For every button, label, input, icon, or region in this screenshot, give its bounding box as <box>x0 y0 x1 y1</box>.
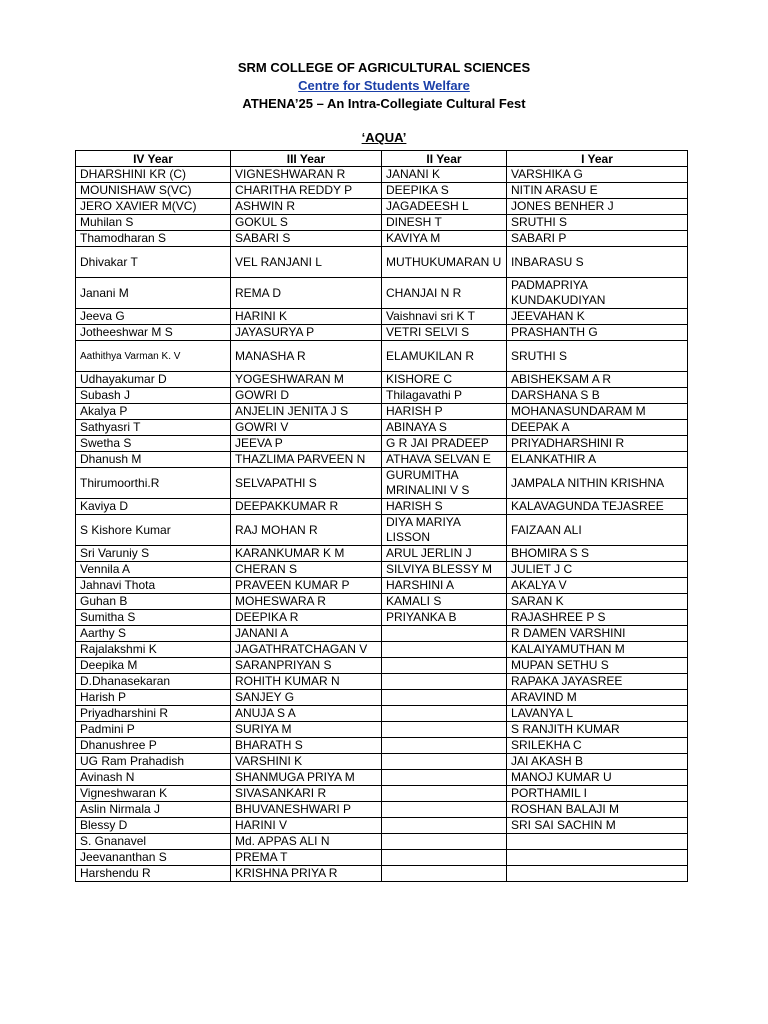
table-cell: HARISH P <box>382 404 507 420</box>
table-cell: R DAMEN VARSHINI <box>507 626 688 642</box>
table-cell: YOGESHWARAN M <box>231 372 382 388</box>
table-cell: MANOJ KUMAR U <box>507 770 688 786</box>
table-cell: CHARITHA REDDY P <box>231 183 382 199</box>
table-cell: KRISHNA PRIYA R <box>231 866 382 882</box>
table-cell: SILVIYA BLESSY M <box>382 562 507 578</box>
table-cell <box>382 738 507 754</box>
table-cell: LAVANYA L <box>507 706 688 722</box>
table-cell: DEEPAKKUMAR R <box>231 499 382 515</box>
table-cell: Deepika M <box>76 658 231 674</box>
table-cell: Aarthy S <box>76 626 231 642</box>
table-cell: SRUTHI S <box>507 341 688 372</box>
table-row <box>76 199 688 215</box>
table-cell: ARUL JERLIN J <box>382 546 507 562</box>
table-row <box>76 215 688 231</box>
table-cell: CHERAN S <box>231 562 382 578</box>
fest-title: ATHENA’25 – An Intra-Collegiate Cultural Fest <box>242 96 526 111</box>
table-cell: SRI SAI SACHIN M <box>507 818 688 834</box>
table-row <box>76 436 688 452</box>
table-cell: JULIET J C <box>507 562 688 578</box>
table-row <box>76 722 688 738</box>
table-cell: ABISHEKSAM A R <box>507 372 688 388</box>
table-cell <box>507 850 688 866</box>
table-row <box>76 754 688 770</box>
column-header-iv-year: IV Year <box>76 151 231 167</box>
table-cell: G R JAI PRADEEP <box>382 436 507 452</box>
table-cell: Sumitha S <box>76 610 231 626</box>
table-cell: PRIYADHARSHINI R <box>507 436 688 452</box>
table-cell: Vaishnavi sri K T <box>382 309 507 325</box>
table-row <box>76 452 688 468</box>
table-row <box>76 818 688 834</box>
table-cell: REMA D <box>231 278 382 309</box>
table-cell: Jeeva G <box>76 309 231 325</box>
table-row <box>76 658 688 674</box>
table-cell: FAIZAAN ALI <box>507 515 688 546</box>
table-cell: ABINAYA S <box>382 420 507 436</box>
table-cell: CHANJAI N R <box>382 278 507 309</box>
table-cell: ELAMUKILAN R <box>382 341 507 372</box>
table-cell: KAMALI S <box>382 594 507 610</box>
table-cell: Sathyasri T <box>76 420 231 436</box>
table-cell: PRAVEEN KUMAR P <box>231 578 382 594</box>
column-header-i-year: I Year <box>507 151 688 167</box>
table-cell: ROHITH KUMAR N <box>231 674 382 690</box>
table-cell <box>382 642 507 658</box>
table-cell: RAJ MOHAN R <box>231 515 382 546</box>
table-cell: JAYASURYA P <box>231 325 382 341</box>
table-cell: Thilagavathi P <box>382 388 507 404</box>
column-header-iii-year: III Year <box>231 151 382 167</box>
table-cell: KALAIYAMUTHAN M <box>507 642 688 658</box>
table-cell: ATHAVA SELVAN E <box>382 452 507 468</box>
table-cell: Rajalakshmi K <box>76 642 231 658</box>
table-cell: HARINI K <box>231 309 382 325</box>
table-cell: Udhayakumar D <box>76 372 231 388</box>
table-cell: S Kishore Kumar <box>76 515 231 546</box>
table-cell: SARANPRIYAN S <box>231 658 382 674</box>
table-cell: GURUMITHA MRINALINI V S <box>382 468 507 499</box>
table-cell: VARSHINI K <box>231 754 382 770</box>
table-row <box>76 674 688 690</box>
table-cell: JAGATHRATCHAGAN V <box>231 642 382 658</box>
table-cell <box>382 754 507 770</box>
table-cell: KALAVAGUNDA TEJASREE <box>507 499 688 515</box>
table-cell: Md. APPAS ALI N <box>231 834 382 850</box>
table-cell: SABARI P <box>507 231 688 247</box>
table-cell: Thirumoorthi.R <box>76 468 231 499</box>
table-cell: Aslin Nirmala J <box>76 802 231 818</box>
college-title: SRM COLLEGE OF AGRICULTURAL SCIENCES <box>237 60 531 75</box>
table-row <box>76 562 688 578</box>
table-cell: BHUVANESHWARI P <box>231 802 382 818</box>
table-cell: JEEVAHAN K <box>507 309 688 325</box>
table-cell: MOHANASUNDARAM M <box>507 404 688 420</box>
table-cell: Janani M <box>76 278 231 309</box>
table-cell <box>382 722 507 738</box>
table-cell <box>382 786 507 802</box>
table-cell: VETRI SELVI S <box>382 325 507 341</box>
table-cell: ELANKATHIR A <box>507 452 688 468</box>
table-row <box>76 850 688 866</box>
table-cell: RAJASHREE P S <box>507 610 688 626</box>
table-cell: HARISH S <box>382 499 507 515</box>
table-cell: DHARSHINI KR (C) <box>76 167 231 183</box>
table-row <box>76 866 688 882</box>
table-cell: VARSHIKA G <box>507 167 688 183</box>
table-row <box>76 515 688 546</box>
table-cell: JAI AKASH B <box>507 754 688 770</box>
table-row <box>76 626 688 642</box>
table-cell: Akalya P <box>76 404 231 420</box>
table-cell: Avinash N <box>76 770 231 786</box>
table-cell: GOWRI V <box>231 420 382 436</box>
table-cell: Dhanush M <box>76 452 231 468</box>
table-cell: S RANJITH KUMAR <box>507 722 688 738</box>
table-cell: Dhanushree P <box>76 738 231 754</box>
table-cell: Jeevananthan S <box>76 850 231 866</box>
table-cell: JAGADEESH L <box>382 199 507 215</box>
table-cell: HARINI V <box>231 818 382 834</box>
table-cell: BHARATH S <box>231 738 382 754</box>
table-cell <box>382 850 507 866</box>
table-cell: D.Dhanasekaran <box>76 674 231 690</box>
table-cell: SANJEY G <box>231 690 382 706</box>
table-row <box>76 183 688 199</box>
table-cell: Harish P <box>76 690 231 706</box>
table-cell: SABARI S <box>231 231 382 247</box>
team-title: ‘AQUA’ <box>361 130 407 145</box>
centre-title: Centre for Students Welfare <box>298 78 470 93</box>
table-cell: PREMA T <box>231 850 382 866</box>
table-row <box>76 309 688 325</box>
table-cell: INBARASU S <box>507 247 688 278</box>
table-row <box>76 690 688 706</box>
table-cell: PORTHAMIL I <box>507 786 688 802</box>
table-header-row <box>76 151 688 167</box>
table-cell: SRILEKHA C <box>507 738 688 754</box>
table-cell: MANASHA R <box>231 341 382 372</box>
table-cell <box>382 690 507 706</box>
table-cell: NITIN ARASU E <box>507 183 688 199</box>
table-cell: SARAN K <box>507 594 688 610</box>
table-row <box>76 404 688 420</box>
table-cell: DINESH T <box>382 215 507 231</box>
table-cell: GOKUL S <box>231 215 382 231</box>
table-cell: VEL RANJANI L <box>231 247 382 278</box>
table-cell: SELVAPATHI S <box>231 468 382 499</box>
table-cell: Blessy D <box>76 818 231 834</box>
table-cell: PRASHANTH G <box>507 325 688 341</box>
table-row <box>76 420 688 436</box>
table-cell <box>382 818 507 834</box>
table-cell <box>382 802 507 818</box>
table-cell: Aathithya Varman K. V <box>76 341 231 372</box>
table-cell: KISHORE C <box>382 372 507 388</box>
table-cell: Harshendu R <box>76 866 231 882</box>
table-cell <box>382 658 507 674</box>
table-cell: JEEVA P <box>231 436 382 452</box>
table-cell: S. Gnanavel <box>76 834 231 850</box>
table-cell: PADMAPRIYA KUNDAKUDIYAN <box>507 278 688 309</box>
table-cell: DARSHANA S B <box>507 388 688 404</box>
table-row <box>76 642 688 658</box>
table-cell: DEEPAK A <box>507 420 688 436</box>
table-row <box>76 834 688 850</box>
table-cell: SRUTHI S <box>507 215 688 231</box>
table-cell: Thamodharan S <box>76 231 231 247</box>
table-cell: AKALYA V <box>507 578 688 594</box>
table-cell: Swetha S <box>76 436 231 452</box>
table-cell: DIYA MARIYA LISSON <box>382 515 507 546</box>
table-cell: JERO XAVIER M(VC) <box>76 199 231 215</box>
table-cell: Dhivakar T <box>76 247 231 278</box>
table-cell: MOUNISHAW S(VC) <box>76 183 231 199</box>
table-row <box>76 594 688 610</box>
table-cell: HARSHINI A <box>382 578 507 594</box>
table-row <box>76 499 688 515</box>
document-header <box>0 59 768 113</box>
table-cell: KARANKUMAR K M <box>231 546 382 562</box>
table-cell: Jotheeshwar M S <box>76 325 231 341</box>
table-cell: ASHWIN R <box>231 199 382 215</box>
table-row <box>76 341 688 372</box>
table-row <box>76 231 688 247</box>
roster-table <box>75 150 688 882</box>
table-row <box>76 802 688 818</box>
table-cell <box>382 834 507 850</box>
table-cell: Subash J <box>76 388 231 404</box>
table-cell <box>382 674 507 690</box>
table-cell: ANJELIN JENITA J S <box>231 404 382 420</box>
table-cell: MUTHUKUMARAN U <box>382 247 507 278</box>
table-cell: JANANI K <box>382 167 507 183</box>
table-cell: Jahnavi Thota <box>76 578 231 594</box>
table-cell: KAVIYA M <box>382 231 507 247</box>
table-cell: DEEPIKA R <box>231 610 382 626</box>
table-cell <box>507 834 688 850</box>
table-cell: ROSHAN BALAJI M <box>507 802 688 818</box>
table-cell: THAZLIMA PARVEEN N <box>231 452 382 468</box>
table-row <box>76 786 688 802</box>
table-cell <box>382 626 507 642</box>
table-cell: SIVASANKARI R <box>231 786 382 802</box>
table-cell <box>382 770 507 786</box>
table-row <box>76 325 688 341</box>
table-cell: Priyadharshini R <box>76 706 231 722</box>
table-row <box>76 738 688 754</box>
table-cell: Kaviya D <box>76 499 231 515</box>
table-cell: Vigneshwaran K <box>76 786 231 802</box>
table-cell: JAMPALA NITHIN KRISHNA <box>507 468 688 499</box>
table-cell: Sri Varuniy S <box>76 546 231 562</box>
table-cell: SHANMUGA PRIYA M <box>231 770 382 786</box>
column-header-ii-year: II Year <box>382 151 507 167</box>
table-cell: RAPAKA JAYASREE <box>507 674 688 690</box>
table-cell: ANUJA S A <box>231 706 382 722</box>
table-cell: Guhan B <box>76 594 231 610</box>
table-row <box>76 247 688 278</box>
table-cell <box>382 706 507 722</box>
table-cell: MOHESWARA R <box>231 594 382 610</box>
table-cell: UG Ram Prahadish <box>76 754 231 770</box>
table-cell: BHOMIRA S S <box>507 546 688 562</box>
table-row <box>76 546 688 562</box>
table-cell: DEEPIKA S <box>382 183 507 199</box>
table-cell: VIGNESHWARAN R <box>231 167 382 183</box>
table-row <box>76 372 688 388</box>
table-row <box>76 578 688 594</box>
table-cell: PRIYANKA B <box>382 610 507 626</box>
table-cell: Padmini P <box>76 722 231 738</box>
roster-body <box>76 167 688 882</box>
table-row <box>76 167 688 183</box>
table-cell: ARAVIND M <box>507 690 688 706</box>
table-cell: MUPAN SETHU S <box>507 658 688 674</box>
table-row <box>76 770 688 786</box>
table-cell: Muhilan S <box>76 215 231 231</box>
table-cell: JANANI A <box>231 626 382 642</box>
table-row <box>76 388 688 404</box>
table-cell <box>382 866 507 882</box>
table-cell: GOWRI D <box>231 388 382 404</box>
table-row <box>76 706 688 722</box>
table-cell <box>507 866 688 882</box>
table-row <box>76 278 688 309</box>
table-cell: JONES BENHER J <box>507 199 688 215</box>
table-cell: SURIYA M <box>231 722 382 738</box>
table-row <box>76 468 688 499</box>
table-cell: Vennila A <box>76 562 231 578</box>
table-row <box>76 610 688 626</box>
